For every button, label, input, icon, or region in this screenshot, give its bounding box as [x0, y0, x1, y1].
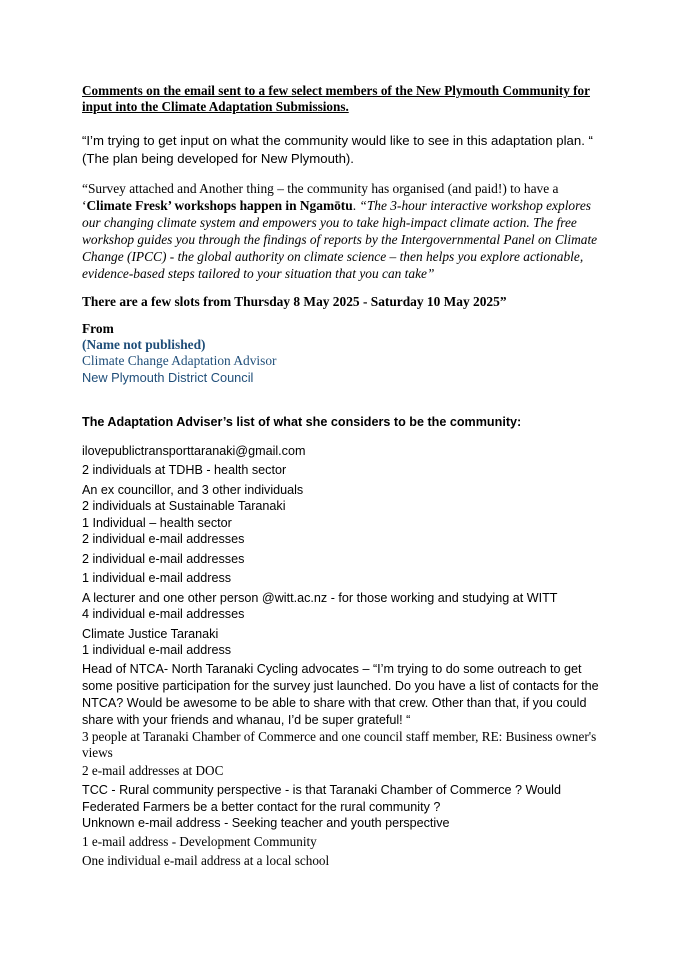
adviser-quote-paragraph: “I’m trying to get input on what the community would like to see in this adaptation plan. “ (The plan being developed for New Plymouth). [82, 133, 593, 166]
list-item: ilovepublictransporttaranaki@gmail.com [82, 444, 306, 458]
list-item: 1 Individual – health sector [82, 516, 232, 530]
climate-fresk-text: Climate Fresk’ workshops happen in Ngamōtu [86, 198, 353, 213]
list-item: TCC - Rural community perspective - is that Taranaki Chamber of Commerce ? Would Federated Farmers be a better contact for the rural community ? [82, 783, 561, 814]
list-item: 2 individuals at TDHB - health sector [82, 463, 287, 477]
workshop-slots-text: There are a few slots from Thursday 8 May 2025 - Saturday 10 May 2025” [82, 294, 507, 309]
survey-workshop-paragraph [82, 180, 602, 282]
list-item: Climate Justice Taranaki [82, 627, 219, 641]
sender-name: (Name not published) [82, 337, 206, 352]
list-item: Head of NTCA- North Taranaki Cycling advocates – “I’m trying to do some outreach to get some positive participation for the survey just launched. Do you have a list of contacts for the NTCA? Would be awesome to be able to share with that crew. Other than that, if you could share with your friends and whanau, I’d be super grateful! “ [82, 662, 599, 727]
document-title: Comments on the email sent to a few select members of the New Plymouth Community for input into the Climate Adaptation Submissions. [82, 83, 590, 114]
list-item: An ex councillor, and 3 other individuals [82, 483, 304, 497]
sentence-period: . [352, 198, 360, 213]
survey-intro-text: “Survey attached and Another thing – the community has organised (and paid!) to have a ‘ [82, 181, 559, 213]
from-label: From [82, 321, 114, 336]
list-item: 3 people at Taranaki Chamber of Commerce and one council staff member, RE: Business owner's views [82, 729, 597, 760]
community-list-heading: The Adaptation Adviser’s list of what she considers to be the community: [82, 415, 522, 429]
list-item: 2 e-mail addresses at DOC [82, 763, 224, 778]
sender-organisation: New Plymouth District Council [82, 370, 254, 385]
list-item: A lecturer and one other person @witt.ac.nz - for those working and studying at WITT [82, 591, 558, 605]
list-item: 1 individual e-mail address [82, 571, 232, 585]
sender-role: Climate Change Adaptation Advisor [82, 353, 277, 368]
list-item: 2 individuals at Sustainable Taranaki [82, 499, 286, 513]
list-item: 2 individual e-mail addresses [82, 552, 245, 566]
list-item: One individual e-mail address at a local school [82, 853, 330, 868]
list-item: 2 individual e-mail addresses [82, 532, 245, 546]
list-item: 1 individual e-mail address [82, 643, 232, 657]
list-item: 4 individual e-mail addresses [82, 607, 245, 621]
list-item: 1 e-mail address - Development Community [82, 834, 317, 849]
workshop-description-text: “The 3-hour interactive workshop explores our changing climate system and empowers you to take high-impact climate action. The free workshop guides you through the findings of reports by the Intergovernmental Panel on Climate Change (IPCC) - the global authority on climate science – then helps you explore actionable, evidence-based steps tailored to your situation that you can take” [82, 198, 598, 281]
list-item: Unknown e-mail address - Seeking teacher and youth perspective [82, 816, 450, 830]
